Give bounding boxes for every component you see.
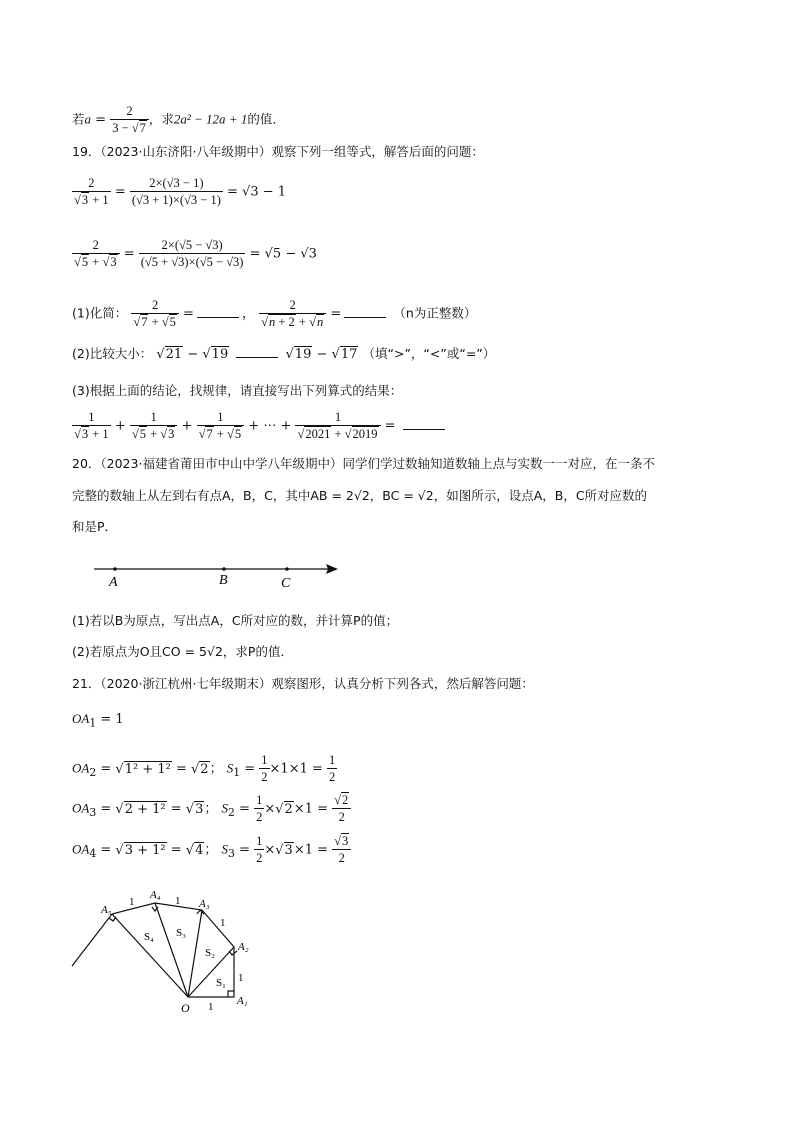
answer-blank[interactable] <box>236 345 278 358</box>
number-line-figure <box>90 558 350 594</box>
point-b <box>222 567 226 571</box>
q19-eq1: $\frac{2}{√3 + 1}$ = $\frac{2\times(√3 - 1)}{(√3 + 1)\times(√3 - 1)}$ = √3 − 1 <box>74 176 287 207</box>
point-c <box>285 567 289 571</box>
label-b: B <box>219 573 228 588</box>
label-side-a4a5: 1 <box>129 896 135 908</box>
q19-part2: (2)比较大小： √21 − √19 √19 − √17 （填“>”，“<”或“=”） <box>72 346 496 362</box>
q21-eq4: $OA_4 = √3 + 1^2 = √4$； $S_3$ = $\frac{1}{2}$ ×√3×1 = $\frac{√3}{2}$ <box>72 834 351 866</box>
label-a2: A₂ <box>238 941 249 953</box>
q21-eq3: $OA_3 = √2 + 1^2 = √3$； $S_2$ = $\frac{1}{2}$ ×√2×1 = $\frac{√2}{2}$ <box>72 793 351 825</box>
q20-part1: (1)若以B为原点，写出点A，C所对应的数，并计算P的值； <box>72 613 399 628</box>
label-s3: S₃ <box>176 927 186 939</box>
q19-part1: (1)化简： $\frac{2}{√7 + √5}$ = ， $\frac{2}{√n + 2 + √n}$ = （n为正整数） <box>72 298 477 329</box>
label-c: C <box>281 576 291 591</box>
q21-eq1: $OA_1 = 1$ <box>72 711 124 730</box>
intro-prefix: 若 <box>72 111 85 127</box>
label-side-a3a4: 1 <box>175 895 181 907</box>
label-side-a2a3: 1 <box>220 917 226 929</box>
intro-expression: 2a² − 12a + 1 <box>173 111 248 127</box>
answer-blank[interactable] <box>403 417 445 430</box>
answer-blank[interactable] <box>344 305 386 318</box>
a-fraction: $\frac{2}{3 - √7}$ <box>110 104 149 136</box>
q19-header: 19．（2023·山东济阳·八年级期中）观察下列一组等式，解答后面的问题： <box>72 144 484 159</box>
label-side-bottom: 1 <box>208 1001 214 1013</box>
answer-blank[interactable] <box>197 305 239 318</box>
intro-line: 若a = $\frac{2}{3 - √7}$ ，求2a² − 12a + 1的值． <box>72 104 285 135</box>
q19-part3: (3)根据上面的结论，找规律，请直接写出下列算式的结果： <box>72 383 403 398</box>
label-s2: S₂ <box>205 947 215 959</box>
label-o: O <box>181 1001 190 1015</box>
q20-header: 20．（2023·福建省莆田市中山中学八年级期中）同学们学过数轴知道数轴上点与实数一一对应，在一条不 <box>72 456 655 471</box>
label-a4: A₄ <box>150 889 161 901</box>
label-side-a1a2: 1 <box>238 972 244 984</box>
spiral-triangles-figure <box>66 880 276 1020</box>
label-a5: A₅ <box>101 904 112 916</box>
q21-header: 21．（2020·浙江杭州·七年级期末）观察图形，认真分析下列各式，然后解答问题： <box>72 676 534 691</box>
label-s4: S₄ <box>144 931 154 943</box>
q20-line2: 完整的数轴上从左到右有点A，B，C，其中AB = 2√2，BC = √2，如图所示，设点A，B，C所对应数的 <box>72 488 648 503</box>
label-s1: S₁ <box>216 977 226 989</box>
q19-sum: $\frac{1}{√3 + 1}$ + $\frac{1}{√5 + √3}$ + $\frac{1}{√7 + √5}$ + ⋯ + $\frac{1}{√2021 + √2019}$ = <box>72 410 448 442</box>
q21-eq2: $OA_2 = √1^2 + 1^2 = √2$； $S_1$ = $\frac{1}{2}$ ×1×1 = $\frac{1}{2}$ <box>72 753 336 784</box>
q20-part2: (2)若原点为O且CO = 5√2，求P的值． <box>72 644 293 659</box>
q20-line3: 和是P． <box>72 519 118 534</box>
label-a3: A₃ <box>199 898 210 910</box>
q19-eq2: $\frac{2}{√5 + √3}$ = $\frac{2\times(√5 - √3)}{(√5 + √3)\times(√5 - √3)}$ = √5 − √3 <box>74 238 317 269</box>
label-a: A <box>109 575 118 590</box>
label-a1: A₁ <box>237 995 248 1007</box>
point-a <box>113 567 117 571</box>
